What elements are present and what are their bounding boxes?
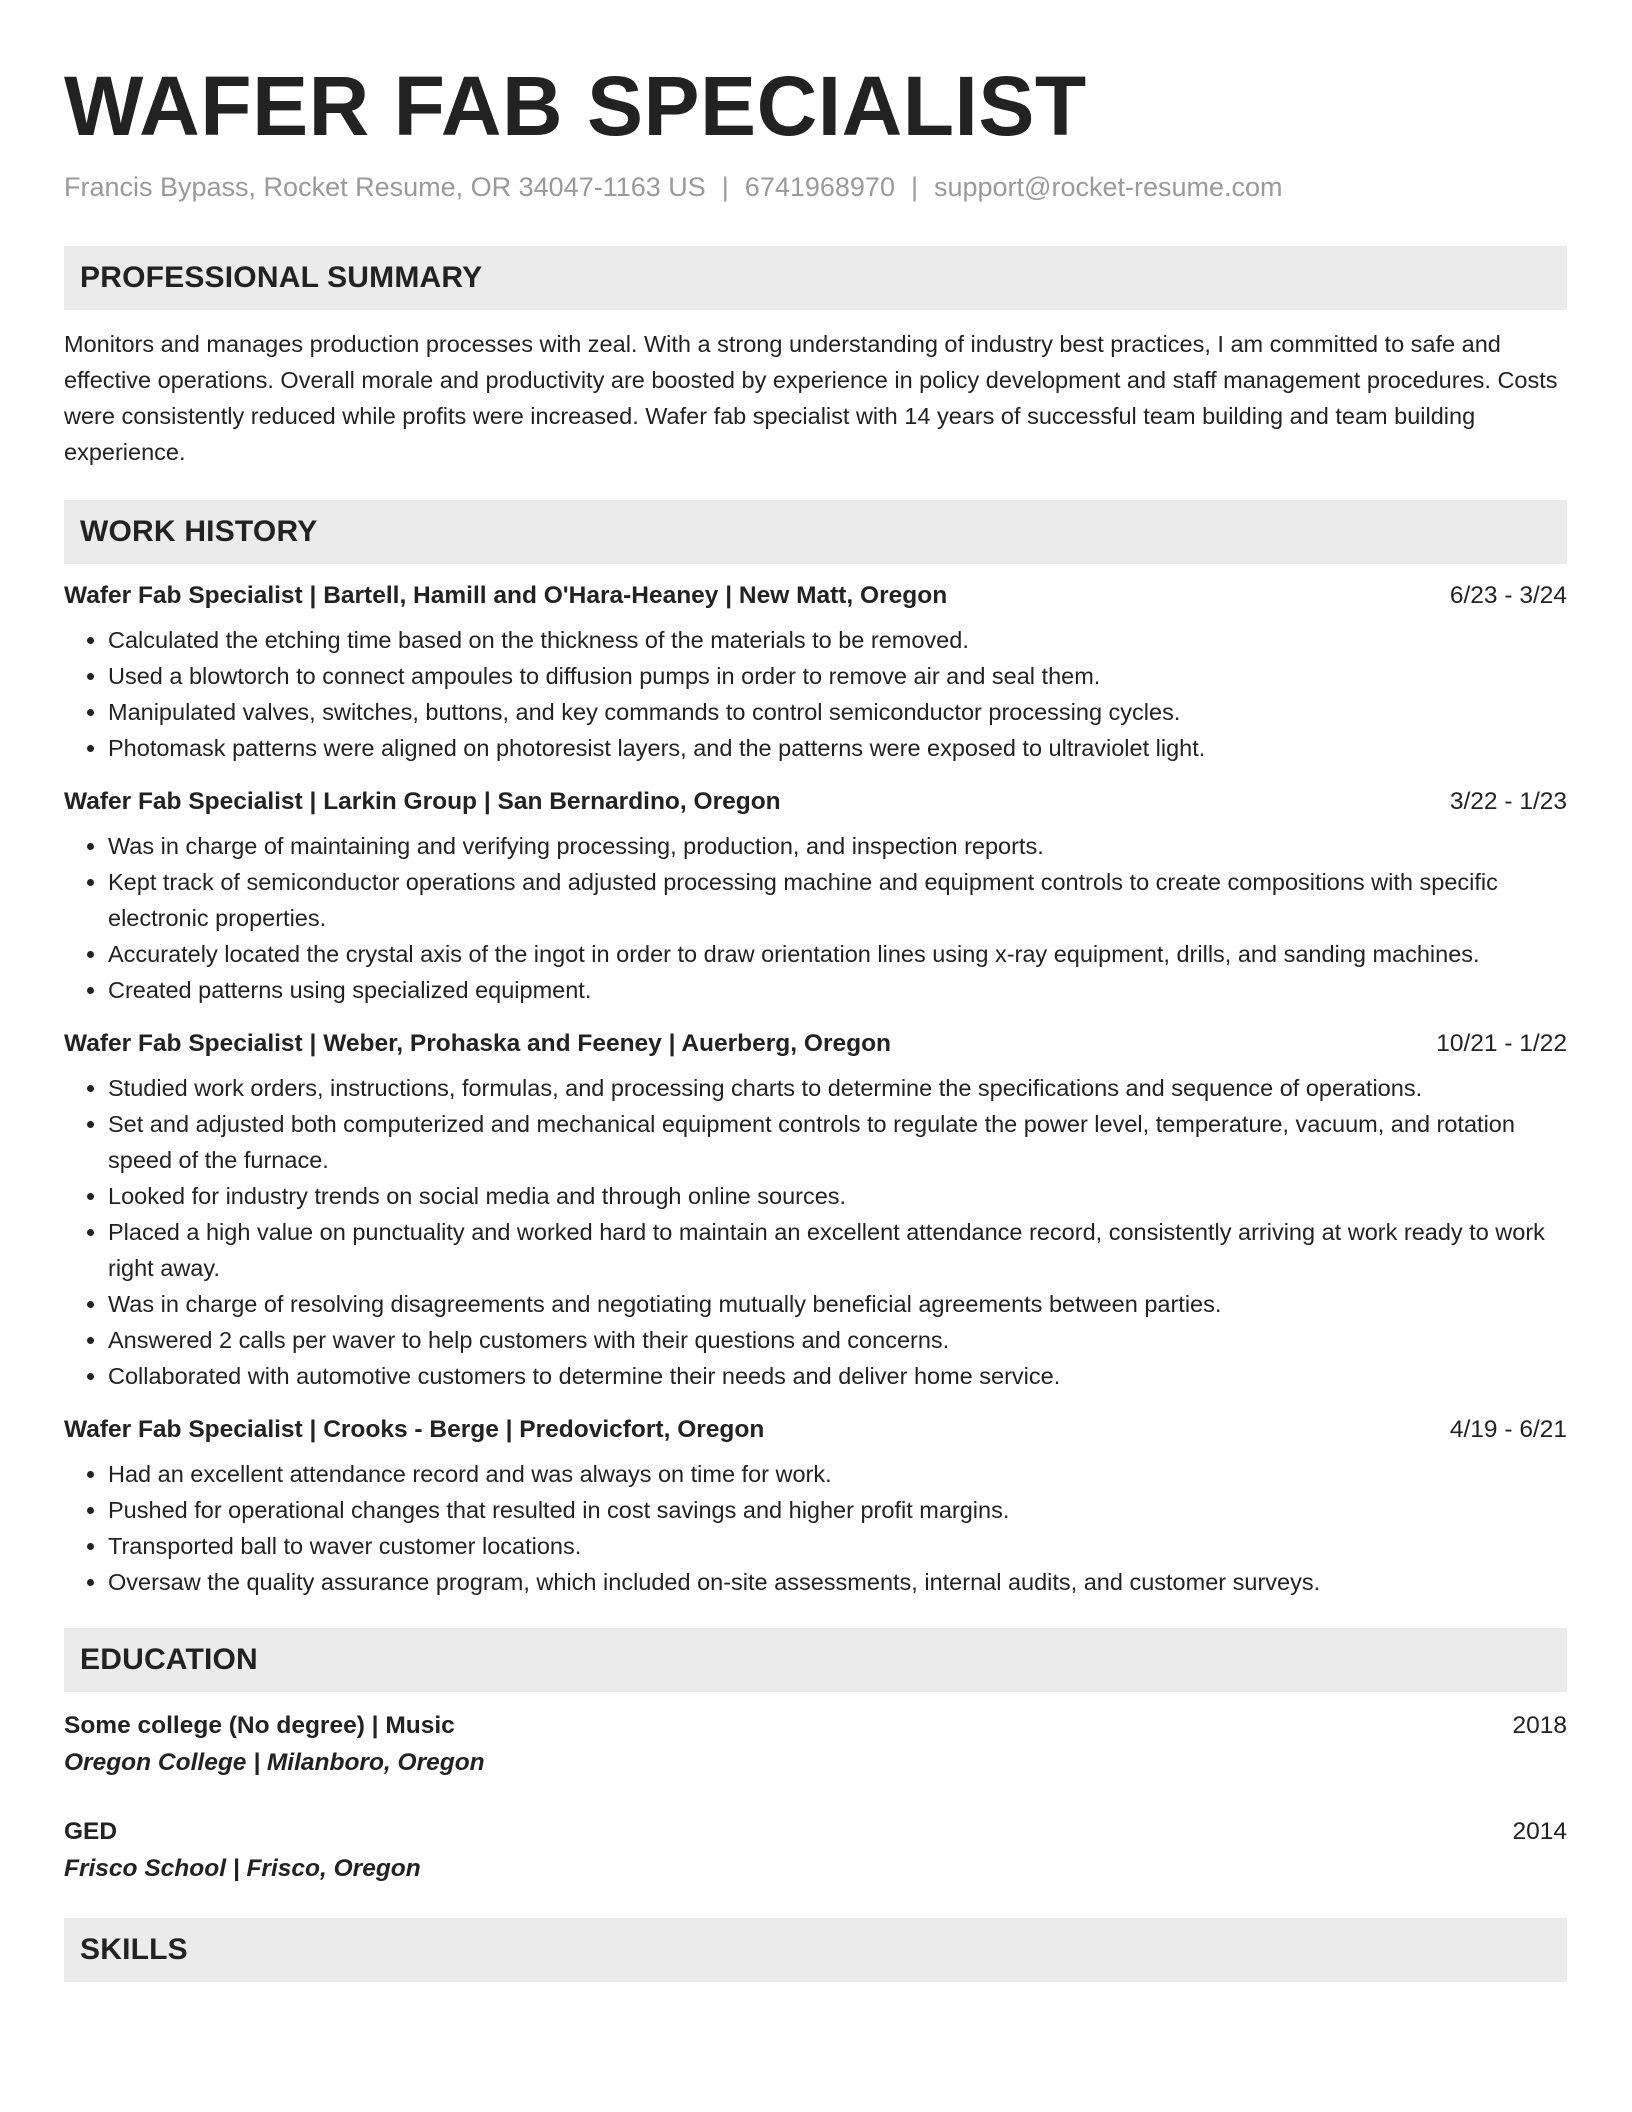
job-bullets [64,1070,1567,1394]
education-header [64,1710,1567,1742]
resume-page [64,0,1567,1982]
job-bullet: • Used a blowtorch to connect ampoules to diffusion pumps in order to remove air and seal them. [108,658,1567,694]
job-dates: 6/23 - 3/24 [1449,582,1567,609]
job-bullet: • Looked for industry trends on social media and through online sources. [108,1178,1567,1214]
work-section-header [64,500,1567,564]
job-bullets [64,1456,1567,1600]
job-bullets [64,622,1567,766]
job-dates: 3/22 - 1/23 [1449,788,1567,815]
job-header [64,1414,1567,1446]
education-year: 2014 [1512,1818,1567,1845]
job-title: Wafer Fab Specialist | Bartell, Hamill and O'Hara-Heaney | New Matt, Oregon [64,582,948,609]
job-bullet: • Collaborated with automotive customers to determine their needs and deliver home service. [108,1358,1567,1394]
job-bullet: • Placed a high value on punctuality and worked hard to maintain an excellent attendance record, consistently arriving at work ready to work right away. [108,1214,1567,1286]
summary-heading: PROFESSIONAL SUMMARY [80,261,483,294]
job-bullet: • Was in charge of maintaining and verifying processing, production, and inspection reports. [108,828,1567,864]
summary-text: Monitors and manages production processes with zeal. With a strong understanding of industry best practices, I am committed to safe and effective operations. Overall morale and productivity are boosted by experience in policy development and staff management procedures. Costs were consistently reduced while profits were increased. Wafer fab specialist with 14 years of successful team building and team building experience. [64,331,1558,465]
education-school: Oregon College | Milanboro, Oregon [64,1749,485,1776]
job-title: Wafer Fab Specialist | Larkin Group | San Bernardino, Oregon [64,788,781,815]
job-bullets [64,828,1567,1008]
job-entry [64,1414,1567,1600]
job-bullet: • Manipulated valves, switches, buttons, and key commands to control semiconductor processing cycles. [108,694,1567,730]
contact-separator: | [910,172,918,202]
job-bullet: • Answered 2 calls per waver to help customers with their questions and concerns. [108,1322,1567,1358]
job-entry [64,1028,1567,1394]
job-bullet: • Set and adjusted both computerized and mechanical equipment controls to regulate the power level, temperature, vacuum, and rotation speed of the furnace. [108,1106,1567,1178]
job-bullet: • Calculated the etching time based on the thickness of the materials to be removed. [108,622,1567,658]
job-bullet: • Studied work orders, instructions, formulas, and processing charts to determine the specifications and sequence of operations. [108,1070,1567,1106]
summary-section-header [64,246,1567,310]
job-bullet: • Was in charge of resolving disagreements and negotiating mutually beneficial agreements between parties. [108,1286,1567,1322]
contact-line [64,170,1567,204]
job-dates: 10/21 - 1/22 [1436,1030,1567,1057]
skills-heading: SKILLS [80,1933,188,1966]
resume-title: WAFER FAB SPECIALIST [64,59,1087,153]
education-heading: EDUCATION [80,1643,258,1676]
contact-email: support@rocket-resume.com [933,172,1283,202]
education-header [64,1816,1567,1848]
job-bullet: • Photomask patterns were aligned on photoresist layers, and the patterns were exposed to ultraviolet light. [108,730,1567,766]
education-school: Frisco School | Frisco, Oregon [64,1855,421,1882]
job-title: Wafer Fab Specialist | Crooks - Berge | Predovicfort, Oregon [64,1416,765,1443]
job-title: Wafer Fab Specialist | Weber, Prohaska and Feeney | Auerberg, Oregon [64,1030,891,1057]
job-dates: 4/19 - 6/21 [1449,1416,1567,1443]
job-bullet: • Pushed for operational changes that resulted in cost savings and higher profit margins. [108,1492,1567,1528]
education-degree: Some college (No degree) | Music [64,1712,455,1739]
job-header [64,580,1567,612]
education-degree: GED [64,1818,118,1845]
job-bullet: • Kept track of semiconductor operations and adjusted processing machine and equipment controls to create compositions with specific electronic properties. [108,864,1567,936]
job-header [64,786,1567,818]
education-year: 2018 [1512,1712,1567,1739]
job-bullet: • Oversaw the quality assurance program, which included on-site assessments, internal audits, and customer surveys. [108,1564,1567,1600]
contact-phone: 6741968970 [744,172,895,202]
job-bullet: • Created patterns using specialized equipment. [108,972,1567,1008]
education-entry [64,1710,1567,1780]
job-bullet: • Transported ball to waver customer locations. [108,1528,1567,1564]
job-entry [64,786,1567,1008]
work-heading: WORK HISTORY [80,515,318,548]
job-entry [64,580,1567,766]
job-bullet: • Accurately located the crystal axis of the ingot in order to draw orientation lines using x-ray equipment, drills, and sanding machines. [108,936,1567,972]
contact-separator: | [721,172,729,202]
job-header [64,1028,1567,1060]
job-bullet: • Had an excellent attendance record and was always on time for work. [108,1456,1567,1492]
education-entry [64,1816,1567,1886]
education-section-header [64,1628,1567,1692]
contact-address: Francis Bypass, Rocket Resume, OR 34047-1163 US [64,172,706,202]
skills-section-header [64,1918,1567,1982]
